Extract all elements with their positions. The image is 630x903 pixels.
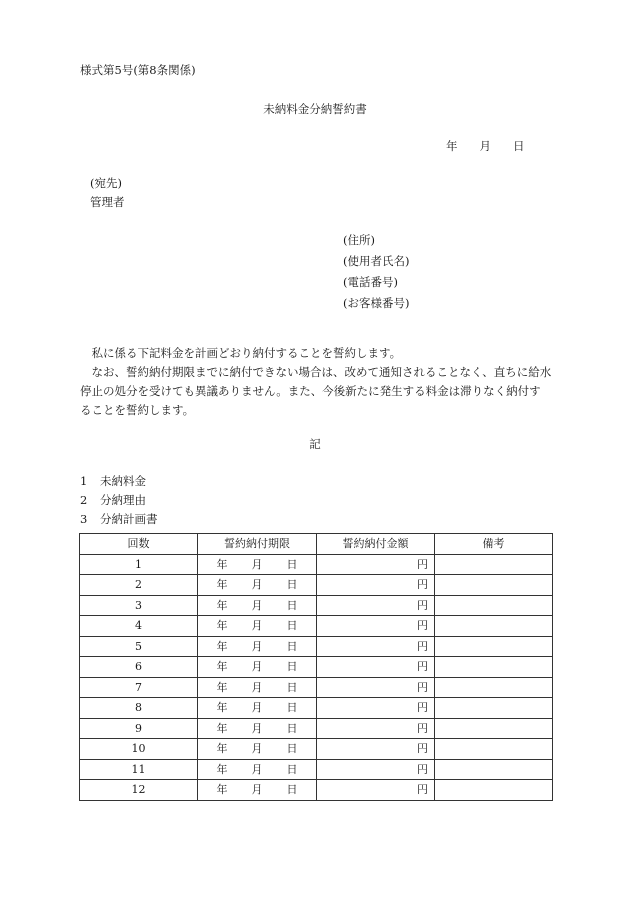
deadline-cell[interactable] — [198, 698, 317, 719]
deadline-month: 月 — [251, 742, 263, 756]
deadline-day: 日 — [286, 742, 298, 756]
installment-number: 6 — [80, 657, 198, 678]
applicant-address: (住所) — [343, 233, 375, 247]
header-count: 回数 — [80, 534, 198, 555]
addressee-label: (宛先) — [90, 176, 122, 190]
deadline-cell[interactable] — [198, 657, 317, 678]
table-row — [80, 718, 553, 739]
yen-unit: 円 — [417, 680, 428, 694]
deadline-cell[interactable] — [198, 780, 317, 801]
item-number: 3 — [80, 512, 88, 526]
deadline-year: 年 — [216, 762, 228, 776]
deadline-cell[interactable] — [198, 739, 317, 760]
addressee-name: 管理者 — [90, 195, 125, 209]
amount-cell[interactable] — [317, 657, 435, 678]
deadline-cell[interactable] — [198, 636, 317, 657]
yen-unit: 円 — [417, 660, 428, 674]
deadline-cell[interactable] — [198, 718, 317, 739]
item-list — [80, 473, 158, 530]
table-row — [80, 575, 553, 596]
applicant-customer-number: (お客様番号) — [343, 296, 410, 310]
deadline-month: 月 — [251, 660, 263, 674]
pledge-body — [80, 344, 552, 420]
deadline-cell[interactable] — [198, 595, 317, 616]
item-number: 1 — [80, 474, 88, 488]
deadline-cell[interactable] — [198, 616, 317, 637]
form-number: 様式第5号(第8条関係) — [80, 63, 196, 77]
amount-cell[interactable] — [317, 780, 435, 801]
deadline-year: 年 — [216, 701, 228, 715]
item-number: 2 — [80, 493, 88, 507]
deadline-day: 日 — [286, 783, 298, 797]
remarks-cell[interactable] — [435, 677, 553, 698]
amount-cell[interactable] — [317, 739, 435, 760]
yen-unit: 円 — [417, 701, 428, 715]
deadline-month: 月 — [251, 598, 263, 612]
deadline-day: 日 — [286, 660, 298, 674]
deadline-month: 月 — [251, 680, 263, 694]
remarks-cell[interactable] — [435, 575, 553, 596]
applicant-phone: (電話番号) — [343, 275, 398, 289]
table-row — [80, 595, 553, 616]
remarks-cell[interactable] — [435, 698, 553, 719]
deadline-month: 月 — [251, 783, 263, 797]
table-row — [80, 780, 553, 801]
deadline-cell[interactable] — [198, 677, 317, 698]
remarks-cell[interactable] — [435, 616, 553, 637]
pledge-paragraph-1: 私に係る下記料金を計画どおり納付することを誓約します。 — [91, 346, 402, 360]
list-item — [80, 492, 158, 511]
item-label: 未納料金 — [100, 474, 146, 488]
date-year: 年 — [446, 139, 458, 153]
deadline-month: 月 — [251, 762, 263, 776]
installment-number: 3 — [80, 595, 198, 616]
installment-number: 12 — [80, 780, 198, 801]
amount-cell[interactable] — [317, 616, 435, 637]
amount-cell[interactable] — [317, 698, 435, 719]
remarks-cell[interactable] — [435, 595, 553, 616]
deadline-year: 年 — [216, 660, 228, 674]
amount-cell[interactable] — [317, 759, 435, 780]
document-title: 未納料金分納誓約書 — [263, 102, 367, 116]
header-remarks: 備考 — [435, 534, 553, 555]
deadline-day: 日 — [286, 598, 298, 612]
deadline-year: 年 — [216, 639, 228, 653]
item-label: 分納計画書 — [100, 512, 158, 526]
yen-unit: 円 — [417, 721, 428, 735]
table-header-row — [80, 534, 553, 555]
deadline-day: 日 — [286, 701, 298, 715]
ki-heading: 記 — [309, 437, 321, 451]
table-row — [80, 636, 553, 657]
deadline-year: 年 — [216, 742, 228, 756]
deadline-month: 月 — [251, 578, 263, 592]
deadline-day: 日 — [286, 721, 298, 735]
yen-unit: 円 — [417, 578, 428, 592]
installment-number: 5 — [80, 636, 198, 657]
yen-unit: 円 — [417, 639, 428, 653]
deadline-day: 日 — [286, 578, 298, 592]
deadline-day: 日 — [286, 680, 298, 694]
list-item — [80, 511, 158, 530]
header-amount: 誓約納付金額 — [317, 534, 435, 555]
deadline-year: 年 — [216, 619, 228, 633]
amount-cell[interactable] — [317, 554, 435, 575]
date-line — [446, 138, 525, 156]
amount-cell[interactable] — [317, 595, 435, 616]
deadline-month: 月 — [251, 639, 263, 653]
deadline-day: 日 — [286, 557, 298, 571]
amount-cell[interactable] — [317, 575, 435, 596]
yen-unit: 円 — [417, 598, 428, 612]
deadline-day: 日 — [286, 619, 298, 633]
installment-number: 7 — [80, 677, 198, 698]
deadline-year: 年 — [216, 598, 228, 612]
table-row — [80, 677, 553, 698]
deadline-cell[interactable] — [198, 759, 317, 780]
table-row — [80, 698, 553, 719]
deadline-cell[interactable] — [198, 554, 317, 575]
yen-unit: 円 — [417, 619, 428, 633]
deadline-month: 月 — [251, 701, 263, 715]
installment-number: 1 — [80, 554, 198, 575]
addressee — [90, 175, 125, 213]
deadline-year: 年 — [216, 578, 228, 592]
table-row — [80, 616, 553, 637]
remarks-cell[interactable] — [435, 759, 553, 780]
deadline-month: 月 — [251, 721, 263, 735]
deadline-day: 日 — [286, 762, 298, 776]
pledge-paragraph-2: なお、誓約納付期限までに納付できない場合は、改めて通知されることなく、直ちに給水停止の処分を受けても異議ありません。また、今後新たに発生する料金は滞りなく納付することを誓約します。 — [80, 365, 552, 417]
applicant-block — [343, 232, 409, 316]
yen-unit: 円 — [417, 762, 428, 776]
remarks-cell[interactable] — [435, 554, 553, 575]
deadline-year: 年 — [216, 721, 228, 735]
deadline-day: 日 — [286, 639, 298, 653]
remarks-cell[interactable] — [435, 780, 553, 801]
installment-number: 9 — [80, 718, 198, 739]
list-item — [80, 473, 158, 492]
header-deadline: 誓約納付期限 — [198, 534, 317, 555]
installment-number: 11 — [80, 759, 198, 780]
yen-unit: 円 — [417, 557, 428, 571]
table-row — [80, 739, 553, 760]
amount-cell[interactable] — [317, 636, 435, 657]
item-label: 分納理由 — [100, 493, 146, 507]
amount-cell[interactable] — [317, 718, 435, 739]
deadline-cell[interactable] — [198, 575, 317, 596]
remarks-cell[interactable] — [435, 636, 553, 657]
deadline-month: 月 — [251, 619, 263, 633]
date-month: 月 — [479, 139, 491, 153]
payment-plan-table — [79, 533, 553, 801]
deadline-year: 年 — [216, 680, 228, 694]
installment-number: 8 — [80, 698, 198, 719]
yen-unit: 円 — [417, 783, 428, 797]
remarks-cell[interactable] — [435, 657, 553, 678]
yen-unit: 円 — [417, 742, 428, 756]
table-row — [80, 554, 553, 575]
deadline-year: 年 — [216, 557, 228, 571]
installment-number: 4 — [80, 616, 198, 637]
date-day: 日 — [513, 139, 525, 153]
installment-number: 2 — [80, 575, 198, 596]
applicant-user-name: (使用者氏名) — [343, 254, 410, 268]
remarks-cell[interactable] — [435, 739, 553, 760]
table-row — [80, 759, 553, 780]
deadline-year: 年 — [216, 783, 228, 797]
table-row — [80, 657, 553, 678]
remarks-cell[interactable] — [435, 718, 553, 739]
deadline-month: 月 — [251, 557, 263, 571]
amount-cell[interactable] — [317, 677, 435, 698]
installment-number: 10 — [80, 739, 198, 760]
